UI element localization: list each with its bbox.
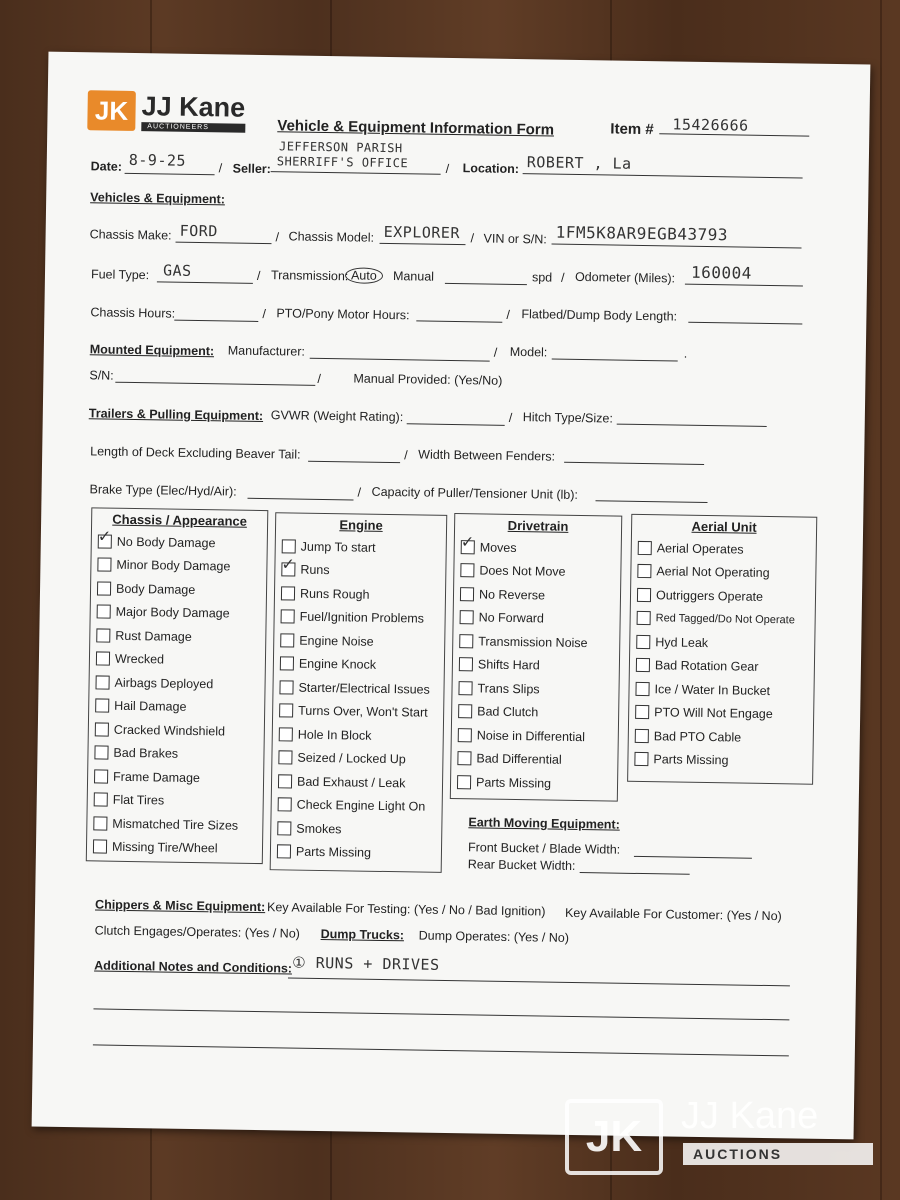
chassis-item-label: Cracked Windshield [113, 722, 226, 739]
drivetrain-item[interactable] [461, 535, 621, 561]
chassis-checkbox[interactable] [93, 840, 107, 854]
drivetrain-item[interactable] [459, 606, 619, 632]
form-paper: JK JJ Kane AUCTIONEERS Vehicle & Equipment Information Form Item # 15426666 Date: 8-9-25 / Seller: JEFFERSON PARISH SHERRIFF'S OFFICE / Location: ROBERT , La Vehicles & Equipment: Chassis Make: FORD / Chassis Model: EXPLORER / VIN or S/N: 1FM5K8AR9EGB43793 Fuel Type: GAS / Transmission: Auto Manual spd / Odometer (Miles): 160004 Chassis Hours: / PTO/Pony Motor Hours: / Flatbed/Dump Body Length: Mounted Equipment: Manufacturer: / Model: . S/N: / Manual Provided: (Yes/No) Trailers & Pulling Equipment: GVWR (Weight Rating): / Hitch Type/Size: Length of Deck Excluding Beaver Tail: / Width Between Fenders: Brake Type (Elec/Hyd/Air): / Capacity of Puller/Tensioner Unit (lb): Chassis / Appearance ✓ No Body Damage Minor Body Damage Body Damage Major Body Damage Rust Damage Wrecked Airbags Deployed Hail Damage Cracked Windshield Bad Brakes Frame Damage Flat Tires Mismatched Tire Sizes Missing Tire/Wheel Engine Jump To start ✓ Runs Runs Rough Fuel/Ignition Problems Engine Noise Engine Knock Starter/Electrical Issues Turns Over, Won't Start Hole In Block Seized / Locked Up Bad Exhaust / Leak Check Engine Light On Smokes Parts Missing Drivetrain ✓ Moves Does Not Move No Reverse No Forward Transmission Noise Shifts Hard Trans Slips Bad Clutch Noise in Differential Bad Differential Parts Missing Aerial Unit Aerial Operates Aerial Not Operating Outriggers Operate Red Tagged/Do Not Operate Hyd Leak Bad Rotation Gear Ice / Water In Bucket PTO Will Not Engage Bad PTO Cable Parts Missing Earth Moving Equipment: Front Bucket / Blade Width: Rear Bucket Width: Chippers & Misc Equipment: Key Available For Testing: (Yes / No / Bad Ignition) Key Available For Customer: (Yes / No) Clutch Engages/Operates: (Yes / No) Dump Trucks: Dump Operates: (Yes / No) Additional Notes and Conditions: ① RUNS + DRIVES [32, 52, 871, 1140]
sn-label: S/N: [89, 368, 114, 383]
engine-item-label: Fuel/Ignition Problems [299, 609, 425, 626]
engine-item-label: Engine Knock [298, 656, 377, 673]
chassis-model-value[interactable]: EXPLORER [383, 222, 461, 243]
fenders-label: Width Between Fenders: [418, 447, 556, 464]
drivetrain-item[interactable] [459, 629, 619, 655]
engine-checkbox[interactable] [277, 845, 291, 859]
chassis-checkbox[interactable] [96, 652, 110, 666]
engine-checkbox[interactable] [281, 610, 295, 624]
chassis-item[interactable] [98, 529, 267, 555]
engine-checkbox[interactable] [278, 751, 292, 765]
engine-item-label: Seized / Locked Up [297, 750, 406, 767]
engine-item-label: Turns Over, Won't Start [298, 703, 428, 720]
chassis-checkbox[interactable] [96, 628, 110, 642]
aerial-item-label: Aerial Operates [656, 540, 744, 557]
vehicles-heading: Vehicles & Equipment: [90, 190, 226, 207]
drivetrain-item[interactable] [460, 559, 620, 585]
chassis-item[interactable] [97, 600, 266, 626]
aerial-checkbox[interactable] [634, 752, 648, 766]
chassis-checkbox[interactable] [93, 816, 107, 830]
spd-label: spd [531, 270, 553, 285]
gvwr-label: GVWR (Weight Rating): [270, 408, 404, 425]
engine-checkbox[interactable] [279, 704, 293, 718]
chassis-checkbox[interactable] [98, 534, 112, 548]
drivetrain-checkbox[interactable] [459, 634, 473, 648]
engine-item-label: Runs Rough [299, 586, 370, 602]
drivetrain-item-label: No Forward [478, 610, 545, 626]
date-value[interactable]: 8-9-25 [128, 150, 187, 170]
chassis-item[interactable] [97, 553, 266, 579]
engine-checkbox[interactable] [278, 774, 292, 788]
chassis-hours-label: Chassis Hours: [90, 305, 176, 321]
drivetrain-item-label: Moves [479, 540, 517, 555]
seller-value-line1[interactable]: JEFFERSON PARISH [278, 139, 403, 156]
aerial-checkbox[interactable] [638, 541, 652, 555]
vin-label: VIN or S/N: [483, 231, 547, 247]
engine-checkbox[interactable] [280, 633, 294, 647]
engine-item[interactable] [282, 534, 446, 560]
engine-item[interactable] [278, 746, 442, 772]
aerial-checkbox[interactable] [637, 588, 651, 602]
drivetrain-item[interactable] [459, 653, 619, 679]
chassis-item-label: Minor Body Damage [116, 557, 231, 574]
watermark-jk-icon: JK [565, 1099, 663, 1175]
engine-item-label: Smokes [296, 821, 342, 837]
company-logo [87, 90, 245, 132]
chassis-item-label: Bad Brakes [113, 745, 179, 761]
drivetrain-item[interactable] [458, 676, 618, 702]
aerial-item[interactable] [637, 559, 815, 585]
transmission-manual[interactable]: Manual [392, 269, 435, 284]
capacity-label: Capacity of Puller/Tensioner Unit (lb): [371, 484, 579, 502]
deck-label: Length of Deck Excluding Beaver Tail: [90, 444, 301, 462]
manual-provided: Manual Provided: (Yes/No) [353, 371, 503, 388]
engine-item-label: Hole In Block [297, 727, 372, 743]
engine-item[interactable] [280, 628, 444, 654]
aerial-item-label: Parts Missing [653, 752, 729, 768]
chassis-make-value[interactable]: FORD [179, 221, 218, 241]
jj-kane-watermark [565, 1095, 885, 1175]
drivetrain-item[interactable] [460, 582, 620, 608]
earth-heading: Earth Moving Equipment: [468, 815, 620, 832]
drivetrain-item-label: Bad Clutch [477, 704, 539, 720]
drivetrain-checkbox[interactable] [458, 728, 472, 742]
chassis-checkbox[interactable] [95, 675, 109, 689]
chassis-item[interactable] [93, 811, 262, 837]
chassis-item-label: Wrecked [114, 651, 165, 667]
aerial-item[interactable] [636, 630, 814, 656]
chassis-item-label: Major Body Damage [115, 604, 230, 621]
chassis-box-title: Chassis / Appearance [112, 511, 248, 529]
aerial-item-label: Ice / Water In Bucket [654, 681, 771, 698]
aerial-item-label: Aerial Not Operating [656, 564, 770, 581]
drivetrain-item[interactable] [457, 770, 617, 796]
aerial-checkbox[interactable] [635, 682, 649, 696]
logo-tag: AUCTIONEERS [141, 122, 245, 133]
transmission-label: Transmission: [270, 268, 349, 284]
seller-value-line2[interactable]: SHERRIFF'S OFFICE [276, 154, 409, 171]
odometer-label: Odometer (Miles): [574, 269, 676, 286]
engine-item-label: Check Engine Light On [296, 797, 426, 814]
chassis-appearance-box [86, 507, 269, 864]
engine-item-label: Runs [300, 562, 330, 578]
hitch-label: Hitch Type/Size: [522, 410, 614, 426]
chassis-item-label: Rust Damage [115, 628, 192, 644]
aerial-item[interactable] [634, 747, 812, 773]
chassis-checkbox[interactable] [94, 793, 108, 807]
front-bucket-label: Front Bucket / Blade Width: [467, 840, 621, 857]
engine-checkbox[interactable] [277, 821, 291, 835]
engine-checkbox[interactable] [281, 586, 295, 600]
drivetrain-item-label: No Reverse [478, 587, 546, 603]
aerial-checkbox[interactable] [636, 658, 650, 672]
mounted-heading: Mounted Equipment: [89, 342, 215, 359]
odometer-value[interactable]: 160004 [690, 262, 753, 283]
aerial-checkbox[interactable] [636, 635, 650, 649]
chassis-item[interactable] [95, 694, 264, 720]
engine-item[interactable] [280, 652, 444, 678]
chassis-item[interactable] [94, 764, 263, 790]
drivetrain-item-label: Bad Differential [476, 751, 562, 768]
watermark-name: JJ Kane [681, 1095, 819, 1137]
trailers-heading: Trailers & Pulling Equipment: [88, 406, 264, 424]
chassis-item-label: Airbags Deployed [114, 675, 214, 692]
aerial-item-label: Outriggers Operate [655, 587, 764, 604]
notes-label: Additional Notes and Conditions: [94, 958, 293, 976]
chassis-item-label: Frame Damage [113, 769, 201, 785]
rear-bucket-label: Rear Bucket Width: [467, 857, 576, 873]
drivetrain-item-label: Noise in Differential [476, 728, 586, 744]
drivetrain-box [450, 513, 622, 802]
chassis-item[interactable] [95, 717, 264, 743]
chassis-model-label: Chassis Model: [288, 229, 375, 245]
aerial-item[interactable] [636, 606, 814, 632]
chassis-item[interactable] [94, 788, 263, 814]
drivetrain-item-label: Parts Missing [475, 775, 552, 791]
engine-item[interactable] [281, 558, 445, 584]
engine-item[interactable] [279, 675, 443, 701]
item-label: Item # [610, 120, 654, 139]
aerial-item[interactable] [638, 536, 816, 562]
engine-item[interactable] [280, 605, 444, 631]
drivetrain-box-title: Drivetrain [507, 517, 569, 534]
dump-heading: Dump Trucks: [320, 926, 405, 943]
fuel-type-label: Fuel Type: [90, 267, 150, 283]
drivetrain-checkbox[interactable] [457, 775, 471, 789]
drivetrain-item[interactable] [457, 747, 617, 773]
chassis-item-label: Body Damage [115, 581, 196, 597]
chassis-item-label: Flat Tires [112, 792, 165, 808]
brake-label: Brake Type (Elec/Hyd/Air): [89, 482, 237, 499]
aerial-item-label: Red Tagged/Do Not Operate [655, 612, 795, 627]
chassis-item[interactable] [93, 835, 262, 861]
drivetrain-checkbox[interactable] [457, 751, 471, 765]
chassis-item-label: Missing Tire/Wheel [111, 839, 218, 856]
aerial-unit-box [627, 514, 817, 785]
key-testing: Key Available For Testing: (Yes / No / Bad Ignition) [266, 900, 546, 919]
drivetrain-checkbox[interactable] [459, 657, 473, 671]
drivetrain-item[interactable] [458, 700, 618, 726]
chassis-item[interactable] [94, 741, 263, 767]
aerial-item[interactable] [637, 583, 815, 609]
aerial-checkbox[interactable] [635, 729, 649, 743]
drivetrain-item[interactable] [458, 723, 618, 749]
chassis-checkbox[interactable] [95, 722, 109, 736]
chippers-heading: Chippers & Misc Equipment: [94, 897, 266, 915]
watermark-tag: AUCTIONS [683, 1143, 873, 1165]
fuel-type-value[interactable]: GAS [162, 261, 192, 280]
chassis-item[interactable] [95, 670, 264, 696]
engine-item-label: Engine Noise [299, 633, 374, 649]
flatbed-label: Flatbed/Dump Body Length: [521, 307, 678, 324]
engine-checkbox[interactable] [278, 798, 292, 812]
drivetrain-checkbox[interactable] [460, 563, 474, 577]
engine-item[interactable] [278, 769, 442, 795]
manufacturer-label: Manufacturer: [227, 343, 306, 359]
chassis-checkbox[interactable] [94, 746, 108, 760]
engine-item[interactable] [279, 699, 443, 725]
date-label: Date: [90, 159, 123, 174]
drivetrain-item-label: Trans Slips [477, 681, 540, 697]
aerial-item[interactable] [635, 724, 813, 750]
drivetrain-checkbox[interactable] [460, 587, 474, 601]
dump-operates: Dump Operates: (Yes / No) [418, 928, 570, 945]
aerial-item[interactable] [635, 677, 813, 703]
notes-value[interactable]: ① RUNS + DRIVES [292, 953, 440, 974]
aerial-item-label: PTO Will Not Engage [654, 705, 773, 722]
engine-checkbox[interactable] [282, 539, 296, 553]
drivetrain-checkbox[interactable] [458, 704, 472, 718]
engine-item-label: Parts Missing [295, 844, 372, 861]
drivetrain-item-label: Transmission Noise [478, 634, 588, 650]
engine-item[interactable] [277, 816, 441, 842]
engine-item[interactable] [279, 722, 443, 748]
engine-box-title: Engine [339, 517, 383, 533]
chassis-checkbox[interactable] [95, 699, 109, 713]
chassis-item[interactable] [96, 647, 265, 673]
aerial-item[interactable] [635, 700, 813, 726]
aerial-item-label: Bad PTO Cable [653, 728, 742, 745]
drivetrain-checkbox[interactable] [458, 681, 472, 695]
logo-name: JJ Kane [141, 91, 246, 123]
chassis-item-label: Mismatched Tire Sizes [112, 816, 239, 833]
chassis-checkbox[interactable] [94, 769, 108, 783]
aerial-box-title: Aerial Unit [691, 518, 757, 535]
engine-checkbox[interactable] [279, 680, 293, 694]
seller-label: Seller: [232, 161, 272, 177]
aerial-checkbox[interactable] [635, 705, 649, 719]
model-label: Model: [509, 344, 548, 360]
chassis-checkbox[interactable] [97, 605, 111, 619]
chassis-item[interactable] [96, 623, 265, 649]
engine-item-label: Starter/Electrical Issues [298, 680, 430, 697]
location-label: Location: [462, 161, 520, 177]
engine-checkbox[interactable] [281, 563, 295, 577]
engine-item-label: Bad Exhaust / Leak [296, 774, 406, 791]
engine-item[interactable] [277, 840, 441, 866]
engine-item-label: Jump To start [300, 539, 376, 555]
location-value[interactable]: ROBERT , La [526, 153, 632, 173]
aerial-checkbox[interactable] [637, 564, 651, 578]
chassis-item[interactable] [97, 576, 266, 602]
engine-item[interactable] [278, 793, 442, 819]
chassis-checkbox[interactable] [97, 581, 111, 595]
aerial-item[interactable] [636, 653, 814, 679]
vin-value[interactable]: 1FM5K8AR9EGB43793 [555, 222, 729, 245]
form-title: Vehicle & Equipment Information Form [277, 117, 555, 139]
drivetrain-checkbox[interactable] [461, 540, 475, 554]
pto-hours-label: PTO/Pony Motor Hours: [276, 306, 410, 323]
engine-checkbox[interactable] [279, 727, 293, 741]
aerial-checkbox[interactable] [637, 611, 651, 625]
aerial-item-label: Hyd Leak [655, 634, 709, 650]
engine-box [270, 512, 448, 873]
transmission-auto-circled[interactable]: Auto [345, 267, 383, 284]
chassis-item-label: Hail Damage [114, 698, 187, 715]
clutch-text: Clutch Engages/Operates: (Yes / No) [94, 923, 300, 941]
drivetrain-item-label: Does Not Move [479, 563, 566, 580]
engine-item[interactable] [281, 581, 445, 607]
drivetrain-item-label: Shifts Hard [477, 657, 540, 673]
chassis-item-label: No Body Damage [116, 534, 216, 551]
item-value[interactable]: 15426666 [672, 115, 749, 135]
key-customer: Key Available For Customer: (Yes / No) [564, 905, 782, 924]
drivetrain-checkbox[interactable] [460, 610, 474, 624]
engine-checkbox[interactable] [280, 657, 294, 671]
aerial-item-label: Bad Rotation Gear [654, 658, 759, 675]
chassis-checkbox[interactable] [97, 558, 111, 572]
jk-logo-icon: JK [87, 90, 136, 131]
chassis-make-label: Chassis Make: [89, 227, 172, 243]
